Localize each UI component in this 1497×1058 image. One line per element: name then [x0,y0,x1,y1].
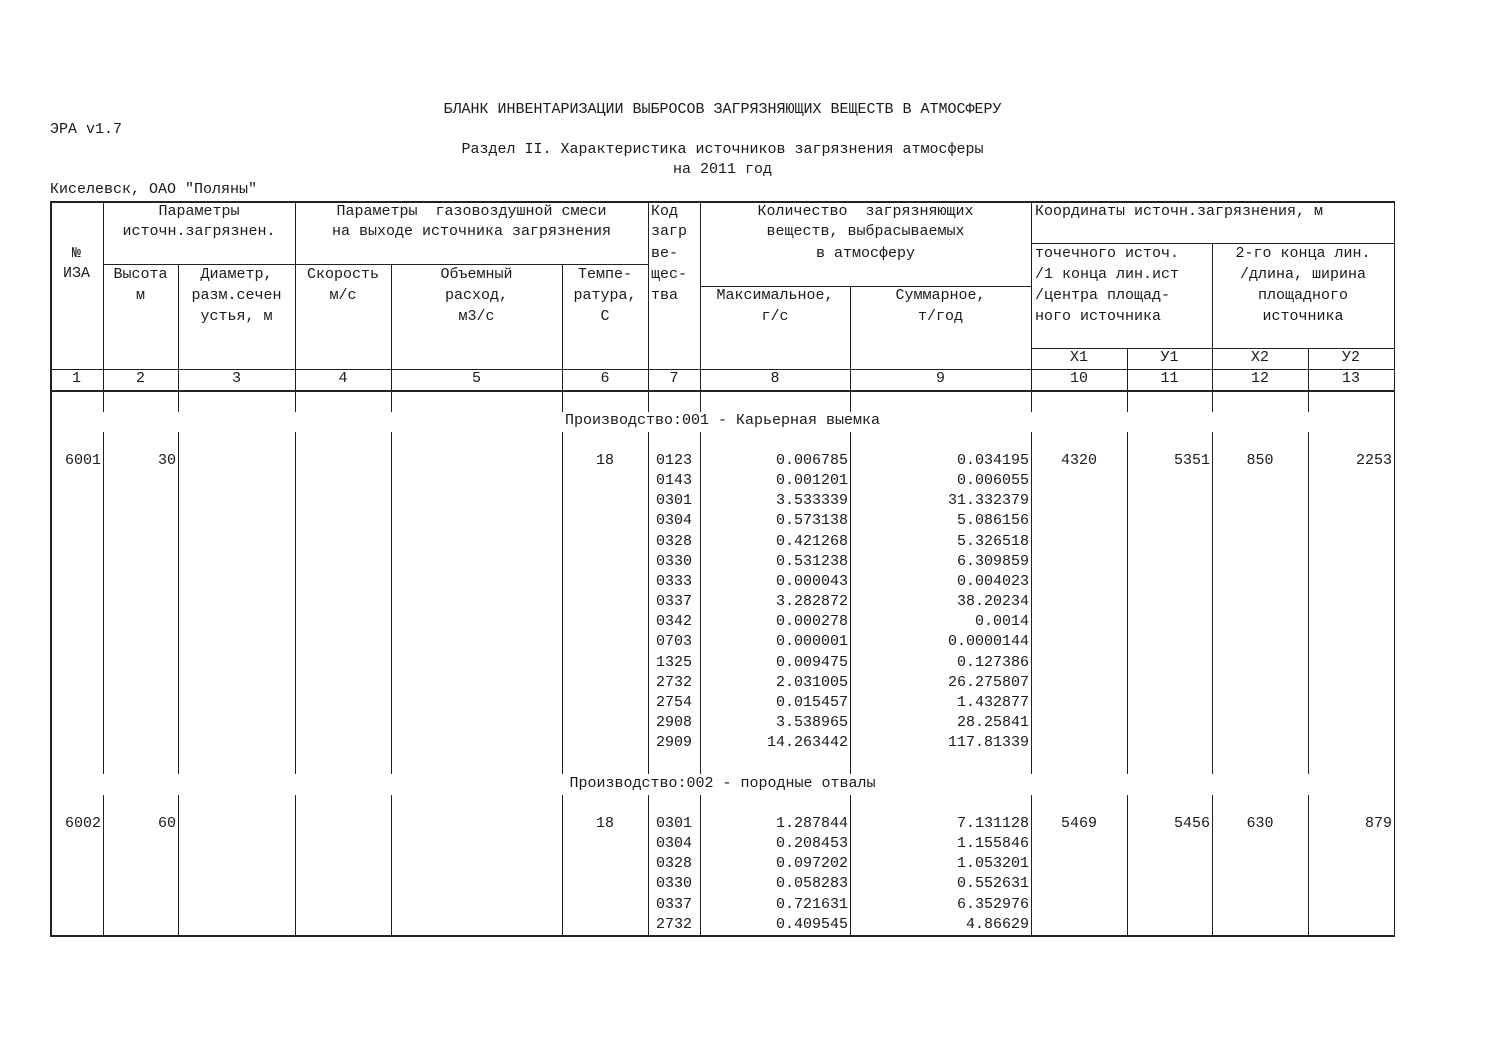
col-gas-params: на выходе источника загрязнения [331,223,612,240]
column-line [648,391,649,412]
total-emission: 117.81339 [947,734,1029,752]
col-point: ного источника [1035,308,1162,325]
max-emission: 0.000278 [775,613,848,631]
col-end2: источника [1262,308,1344,325]
total-emission: 26.275807 [947,673,1029,691]
column-line [850,391,851,412]
col-speed: Скорость [306,266,379,283]
substance-code: 2754 [655,693,692,711]
total-emission: 0.004023 [956,572,1029,590]
column-line [1212,432,1213,774]
col-number: 6 [600,370,610,387]
column-line [295,391,296,412]
coord-x2: 630 [1246,815,1274,832]
max-emission: 0.721631 [775,895,848,913]
col-number: 11 [1160,370,1179,387]
column-line [391,432,392,774]
header-line [50,390,1395,392]
col-x1: X1 [1069,349,1088,366]
gas-temperature: 18 [595,452,614,469]
total-emission: 1.432877 [956,693,1029,711]
column-line [178,795,179,935]
total-emission: 0.006055 [956,472,1029,490]
iza-number: 6002 [64,815,101,832]
col-volume: расход, [444,287,508,304]
column-line [1212,391,1213,412]
total-emission: 1.053201 [956,855,1029,873]
col-temp: Темпе- [577,266,632,283]
coord-x1: 5469 [1060,815,1097,832]
substance-code: 0337 [655,895,692,913]
max-emission: 0.006785 [775,452,848,469]
column-line [1031,391,1032,412]
col-code: Код [651,203,679,220]
total-emission: 4.86629 [965,915,1029,933]
header-col-line [648,201,649,390]
total-emission: 0.0000144 [947,633,1029,651]
table-right-border [1394,201,1395,937]
column-line [1127,432,1128,774]
col-number: 12 [1250,370,1269,387]
col-code: ве- [651,245,679,262]
total-emission: 6.309859 [956,552,1029,570]
substance-code: 0304 [655,835,692,853]
max-emission: 0.409545 [775,915,848,933]
column-line [1308,432,1309,774]
max-emission: 0.208453 [775,835,848,853]
max-emission: 3.538965 [775,713,848,731]
substance-code: 0123 [655,452,692,469]
total-emission: 31.332379 [947,492,1029,510]
col-code: щес- [651,266,688,283]
column-line [1308,391,1309,412]
page-title: БЛАНК ИНВЕНТАРИЗАЦИИ ВЫБРОСОВ ЗАГРЯЗНЯЮЩИХ ВЕЩЕСТВ В АТМОСФЕРУ [443,101,1002,118]
max-emission: 0.000043 [775,572,848,590]
max-emission: 0.009475 [775,653,848,671]
year-label: на 2011 год [672,161,773,178]
col-temp: ратура, [573,287,637,304]
col-number: 4 [338,370,348,387]
col-height-unit: м [135,287,145,304]
col-number: 9 [935,370,945,387]
col-no-label: № [71,245,81,262]
total-emission: 0.034195 [956,452,1029,469]
substance-code: 0337 [655,593,692,611]
substance-code: 0301 [655,815,692,832]
col-number: 1 [71,370,81,387]
col-end2: /длина, ширина [1239,266,1367,283]
source-height: 60 [157,815,176,832]
substance-code: 2732 [655,915,692,933]
max-emission: 3.282872 [775,593,848,611]
max-emission: 14.263442 [766,734,848,752]
section-title: Раздел II. Характеристика источников загрязнения атмосферы [461,141,984,158]
max-emission: 0.001201 [775,472,848,490]
col-sum-unit: т/год [917,308,963,325]
total-emission: 0.127386 [956,653,1029,671]
col-code: загр [651,223,688,240]
col-number: 13 [1341,370,1360,387]
gas-temperature: 18 [595,815,614,832]
substance-code: 2732 [655,673,692,691]
total-emission: 5.326518 [956,532,1029,550]
coord-x2: 850 [1246,452,1274,469]
col-coords: Координаты источн.загрязнения, м [1035,203,1324,220]
col-number: 7 [669,370,679,387]
column-line [562,391,563,412]
col-src-params: источн.загрязнен. [122,223,276,240]
col-code: тва [651,287,679,304]
col-sum: Суммарное, [895,287,986,304]
substance-code: 0304 [655,512,692,530]
column-line [1127,391,1128,412]
total-emission: 5.086156 [956,512,1029,530]
substance-code: 0330 [655,875,692,893]
col-iza-label: ИЗА [62,265,90,282]
col-volume-unit: м3/с [458,308,495,325]
substance-code: 0143 [655,472,692,490]
source-height: 30 [157,452,176,469]
col-x2: X2 [1250,349,1269,366]
column-line [700,391,701,412]
substance-code: 2909 [655,734,692,752]
col-end2: 2-го конца лин. [1235,245,1371,262]
col-point: /центра площад- [1035,287,1171,304]
substance-code: 2908 [655,713,692,731]
col-height: Высота [113,266,168,283]
col-quantity: веществ, выбрасываемых [766,223,965,240]
max-emission: 0.097202 [775,855,848,873]
col-diameter: Диаметр, [200,266,273,283]
max-emission: 0.000001 [775,633,848,651]
column-line [295,432,296,774]
column-line [562,432,563,774]
total-emission: 0.552631 [956,875,1029,893]
col-point: /1 конца лин.ист [1035,266,1180,283]
substance-code: 0328 [655,532,692,550]
max-emission: 2.031005 [775,673,848,691]
max-emission: 0.421268 [775,532,848,550]
column-line [178,432,179,774]
substance-code: 0342 [655,613,692,631]
col-y1: У1 [1160,349,1179,366]
version-label: ЭРА v1.7 [50,121,123,138]
column-line [103,432,104,774]
organization-label: Киселевск, ОАО "Поляны" [50,181,258,198]
col-speed-unit: м/с [329,287,357,304]
col-number: 5 [471,370,481,387]
substance-code: 0703 [655,633,692,651]
col-number: 8 [770,370,780,387]
production-title: Производство:002 - породные отвалы [569,775,876,792]
substance-code: 0301 [655,492,692,510]
max-emission: 0.531238 [775,552,848,570]
max-emission: 0.058283 [775,875,848,893]
max-emission: 3.533339 [775,492,848,510]
total-emission: 28.25841 [956,713,1029,731]
col-diameter: устья, м [200,308,273,325]
col-gas-params: Параметры газовоздушной смеси [336,203,607,220]
col-y2: У2 [1341,349,1360,366]
col-end2: площадного [1257,287,1348,304]
col-quantity: в атмосферу [815,245,916,262]
total-emission: 7.131128 [956,815,1029,832]
column-line [103,391,104,412]
col-diameter: разм.сечен [191,287,282,304]
substance-code: 0333 [655,572,692,590]
col-number: 3 [231,370,241,387]
col-temp-unit: С [600,308,610,325]
total-emission: 6.352976 [956,895,1029,913]
substance-code: 1325 [655,653,692,671]
col-point: точечного источ. [1035,245,1180,262]
max-emission: 0.015457 [775,693,848,711]
column-line [391,391,392,412]
total-emission: 0.0014 [974,613,1029,631]
max-emission: 0.573138 [775,512,848,530]
substance-code: 0328 [655,855,692,873]
coord-y2: 879 [1364,815,1392,832]
col-max: Максимальное, [716,287,834,304]
column-line [391,795,392,935]
col-number: 2 [135,370,145,387]
production-title: Производство:001 - Карьерная выемка [564,412,881,429]
col-src-params: Параметры [158,203,240,220]
total-emission: 38.20234 [956,593,1029,611]
column-line [1031,432,1032,774]
table-bottom-border [50,935,1395,937]
column-line [178,391,179,412]
coord-y1: 5456 [1173,815,1210,832]
col-number: 10 [1069,370,1088,387]
col-volume: Объемный [440,266,513,283]
col-quantity: Количество загрязняющих [757,203,974,220]
substance-code: 0330 [655,552,692,570]
total-emission: 1.155846 [956,835,1029,853]
iza-number: 6001 [64,452,101,469]
max-emission: 1.287844 [775,815,848,832]
coord-x1: 4320 [1060,452,1097,469]
col-max-unit: г/с [761,308,789,325]
coord-y2: 2253 [1355,452,1392,469]
column-line [295,795,296,935]
coord-y1: 5351 [1173,452,1210,469]
